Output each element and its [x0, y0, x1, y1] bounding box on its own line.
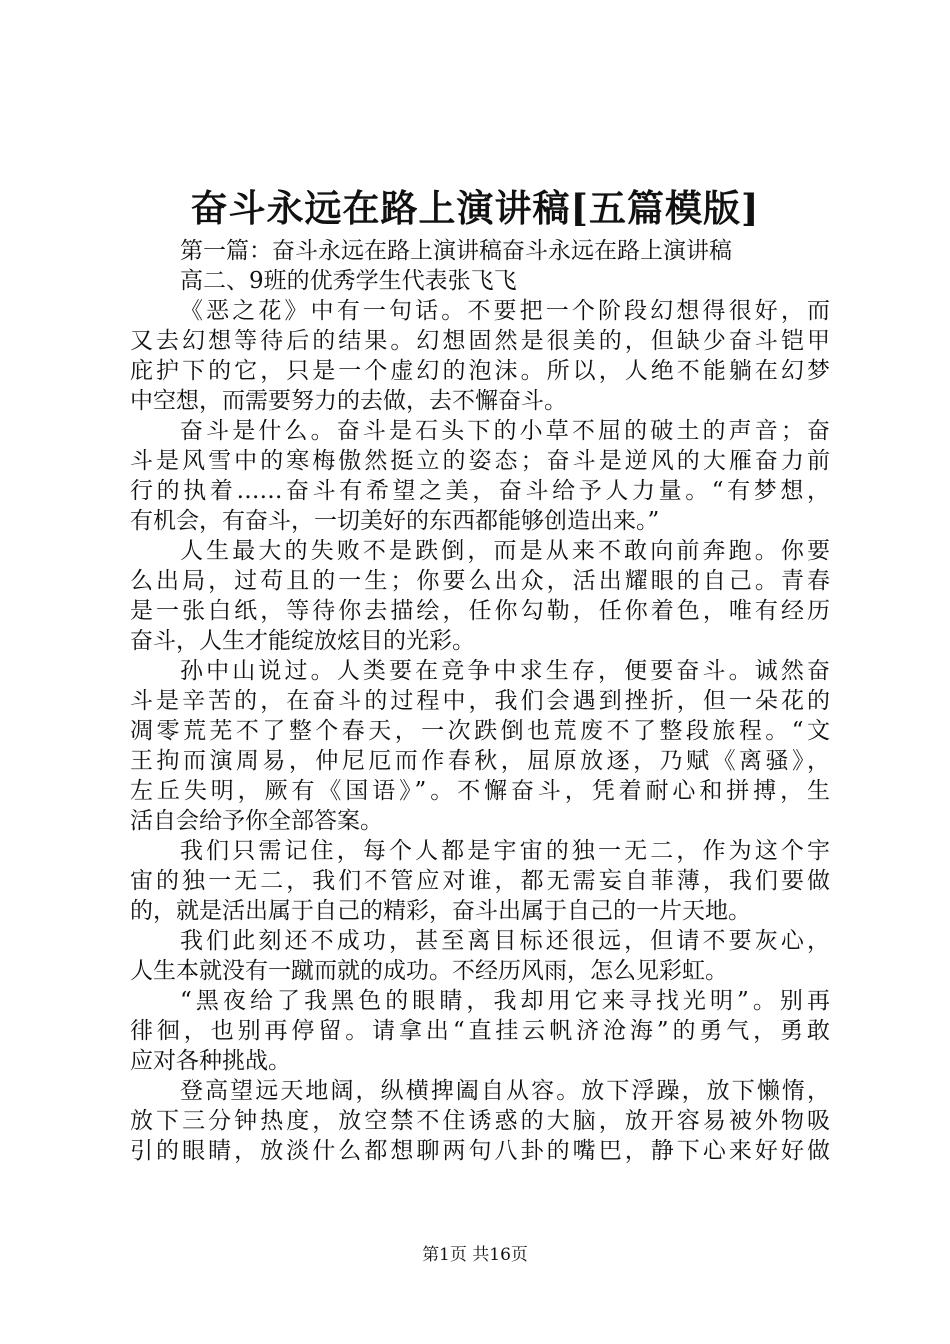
paragraph-line: 么出局，过苟且的一生；你要么出众，活出耀眼的自己。青春: [130, 568, 830, 594]
paragraph-line: 人生最大的失败不是跌倒，而是从来不敢向前奔跑。你要: [180, 538, 830, 564]
paragraph-line: 我们只需记住，每个人都是宇宙的独一无二，作为这个宇: [180, 838, 830, 864]
paragraph-line: 有机会，有奋斗，一切美好的东西都能够创造出来。”: [130, 508, 660, 534]
paragraph-line: 人生本就没有一蹴而就的成功。不经历风雨，怎么见彩虹。: [130, 958, 728, 984]
document-title: 奋斗永远在路上演讲稿[五篇模版]: [190, 186, 760, 230]
paragraph-line: 斗是辛苦的，在奋斗的过程中，我们会遇到挫折，但一朵花的: [130, 688, 830, 714]
paragraph-line: 左丘失明，厥有《国语》”。不懈奋斗，凭着耐心和拼搏，生: [130, 778, 830, 804]
paragraph-line: 的，就是活出属于自己的精彩，奋斗出属于自己的一片天地。: [130, 898, 751, 924]
paragraph-line: 引的眼睛，放淡什么都想聊两句八卦的嘴巴，静下心来好好做: [130, 1138, 830, 1164]
paragraph-line: 活自会给予你全部答案。: [130, 808, 383, 834]
paragraph-line: 是一张白纸，等待你去描绘，任你勾勒，任你着色，唯有经历: [130, 598, 830, 624]
paragraph-line: 放下三分钟热度，放空禁不住诱惑的大脑，放开容易被外物吸: [130, 1108, 830, 1134]
paragraph-line: 徘徊，也别再停留。请拿出“直挂云帆济沧海”的勇气，勇敢: [130, 1018, 830, 1044]
subheading-first-article: 第一篇：奋斗永远在路上演讲稿奋斗永远在路上演讲稿: [180, 238, 732, 264]
paragraph-line: “黑夜给了我黑色的眼睛，我却用它来寻找光明”。别再: [180, 988, 830, 1014]
paragraph-line: 奋斗是什么。奋斗是石头下的小草不屈的破土的声音；奋: [180, 418, 830, 444]
subheading-speaker: 高二、9班的优秀学生代表张飞飞: [180, 268, 517, 294]
document-body: [130, 236, 830, 1166]
paragraph-line: 奋斗，人生才能绽放炫目的光彩。: [130, 628, 475, 654]
paragraph-line: 《恶之花》中有一句话。不要把一个阶段幻想得很好，而: [180, 298, 830, 324]
paragraph-line: 我们此刻还不成功，甚至离目标还很远，但请不要灰心，: [180, 928, 830, 954]
paragraph-line: 斗是风雪中的寒梅傲然挺立的姿态；奋斗是逆风的大雁奋力前: [130, 448, 830, 474]
paragraph-line: 庇护下的它，只是一个虚幻的泡沫。所以，人绝不能躺在幻梦: [130, 358, 830, 384]
paragraph-line: 行的执着……奋斗有希望之美，奋斗给予人力量。“有梦想，: [130, 478, 830, 504]
paragraph-line: 凋零荒芜不了整个春天，一次跌倒也荒废不了整段旅程。“文: [130, 718, 830, 744]
page-number-footer: 第1页 共16页: [422, 1245, 528, 1265]
paragraph-line: 又去幻想等待后的结果。幻想固然是很美的，但缺少奋斗铠甲: [130, 328, 830, 354]
paragraph-line: 登高望远天地阔，纵横捭阖自从容。放下浮躁，放下懒惰，: [180, 1078, 830, 1104]
paragraph-line: 王拘而演周易，仲尼厄而作春秋，屈原放逐，乃赋《离骚》，: [130, 748, 830, 774]
paragraph-line: 中空想，而需要努力的去做，去不懈奋斗。: [130, 388, 567, 414]
paragraph-line: 应对各种挑战。: [130, 1048, 291, 1074]
paragraph-line: 孙中山说过。人类要在竞争中求生存，便要奋斗。诚然奋: [180, 658, 830, 684]
paragraph-line: 宙的独一无二，我们不管应对谁，都无需妄自菲薄，我们要做: [130, 868, 830, 894]
